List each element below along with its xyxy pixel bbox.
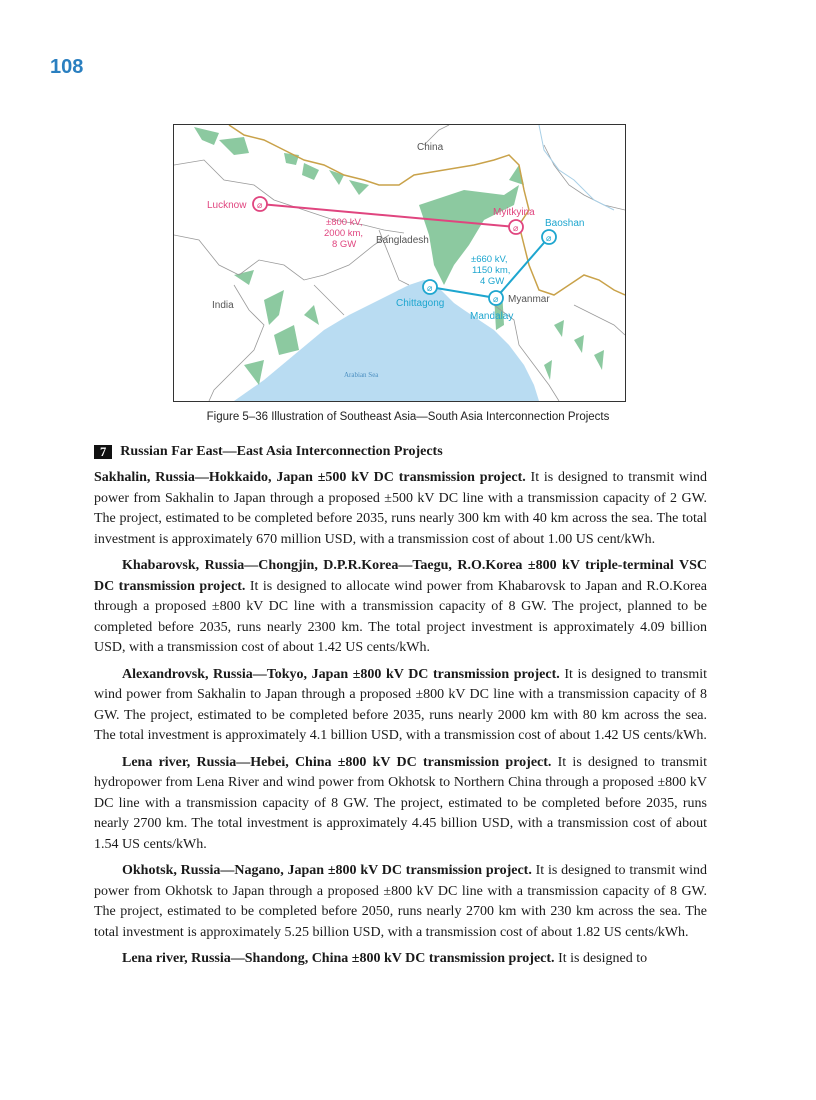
section-number: 7 [94,445,112,459]
map-figure [173,124,626,402]
paragraph-body: It is designed to transmit wind power from Sakhalin to Japan through a proposed ±800 kV DC line with a transmission capacity of 8 GW. The project, estimated to be completed before 2035, runs nearly 2000 km with 80 km across the sea. The total investment is approximately 4.1 billion USD, with a transmission cost of about 1.42 US cents/kWh. [94,666,708,743]
paragraph-body: It is designed to allocate wind power from Khabarovsk to Japan and R.O.Korea through a proposed ±800 kV DC line with a transmission capacity of 8 GW. The project, planned to be completed before 2035, runs nearly 2300 km. The total project investment is approximately 4.09 billion USD, with a transmission cost of about 1.42 US cents/kWh. [94,578,707,655]
station-lucknow [253,197,267,211]
label-chittagong: Chittagong [396,298,445,309]
paragraph-lead: Okhotsk, Russia—Nagano, Japan ±800 kV DC transmission project. [122,863,532,878]
station-mandalay [489,291,503,305]
paragraph [94,861,707,943]
body-text [94,468,707,976]
paragraph-lead: Sakhalin, Russia—Hokkaido, Japan ±500 kV DC transmission project. [94,470,526,485]
station-chittagong [423,280,437,294]
paragraph-lead: Lena river, Russia—Hebei, China ±800 kV DC transmission project. [122,754,552,770]
label-mandalay: Mandalay [470,311,514,322]
label-lucknow: Lucknow [207,200,247,211]
svg-text:⌀: ⌀ [493,294,499,304]
paragraph [94,468,707,550]
label-baoshan: Baoshan [545,218,585,229]
station-baoshan [542,230,556,244]
paragraph-body: It is designed to transmit wind power from Okhotsk to Japan through a proposed ±800 kV DC line with a transmission capacity of 8 GW. The project, estimated to be completed before 2050, runs nearly 2700 km with 230 km across the sea. The total investment is approximately 5.25 billion USD, with a transmission cost of about 1.82 US cents/kWh. [94,863,707,940]
label-china: China [417,142,444,153]
section-heading [94,444,443,460]
svg-text:⌀: ⌀ [257,200,263,210]
paragraph-body: It is designed to transmit hydropower from Lena River and wind power from Okhotsk to Northern China through a proposed ±800 kV DC line with a transmission capacity of 8 GW. The project, estimated to be completed before 2035, runs nearly 2700 km. The total investment is approximately 4.45 billion USD, with a transmission cost of about 1.54 US cents/kWh. [94,754,707,852]
label-india: India [212,300,234,311]
paragraph [94,665,707,747]
paragraph-body: It is designed to transmit wind power from Sakhalin to Japan through a proposed ±500 kV DC line with a transmission capacity of 2 GW. The project, estimated to be completed before 2035, runs nearly 300 km with 40 km across the sea. The total investment is approximately 670 million USD, with a transmission cost of about 1.00 US cent/kWh. [94,470,707,547]
blue-line-capacity: 4 GW [480,276,505,287]
page-number: 108 [50,56,84,78]
pink-line-voltage: ±800 kV, [326,217,363,228]
paragraph-lead: Lena river, Russia—Shandong, China ±800 kV DC transmission project. [122,951,555,966]
paragraph [94,753,707,856]
pink-line-capacity: 8 GW [332,239,357,250]
river [539,125,614,210]
blue-line-voltage: ±660 kV, [471,254,508,265]
paragraph-body: It is designed to [554,951,648,966]
paragraph [94,949,707,970]
paragraph-lead: Alexandrovsk, Russia—Tokyo, Japan ±800 kV DC transmission project. [122,666,560,682]
label-myanmar: Myanmar [508,294,550,305]
label-sea: Arabian Sea [344,371,379,379]
interconnection-map [174,125,625,401]
paragraph-lead: Khabarovsk, Russia—Chongjin, D.P.R.Korea—Taegu, R.O.Korea ±800 kV triple-terminal VSC DC transmission project. [94,558,707,594]
label-myitkyina: Myitkyina [493,207,535,218]
label-bangladesh: Bangladesh [376,235,429,246]
section-title: Russian Far East—East Asia Interconnection Projects [120,444,443,459]
svg-text:⌀: ⌀ [513,223,519,233]
station-myitkyina [509,220,523,234]
svg-text:⌀: ⌀ [546,233,552,243]
paragraph [94,556,707,659]
pink-line-length: 2000 km, [324,228,364,239]
svg-text:⌀: ⌀ [427,283,433,293]
blue-line-length: 1150 km, [472,265,511,276]
figure-caption: Figure 5‒36 Illustration of Southeast Asia—South Asia Interconnection Projects [206,411,610,423]
